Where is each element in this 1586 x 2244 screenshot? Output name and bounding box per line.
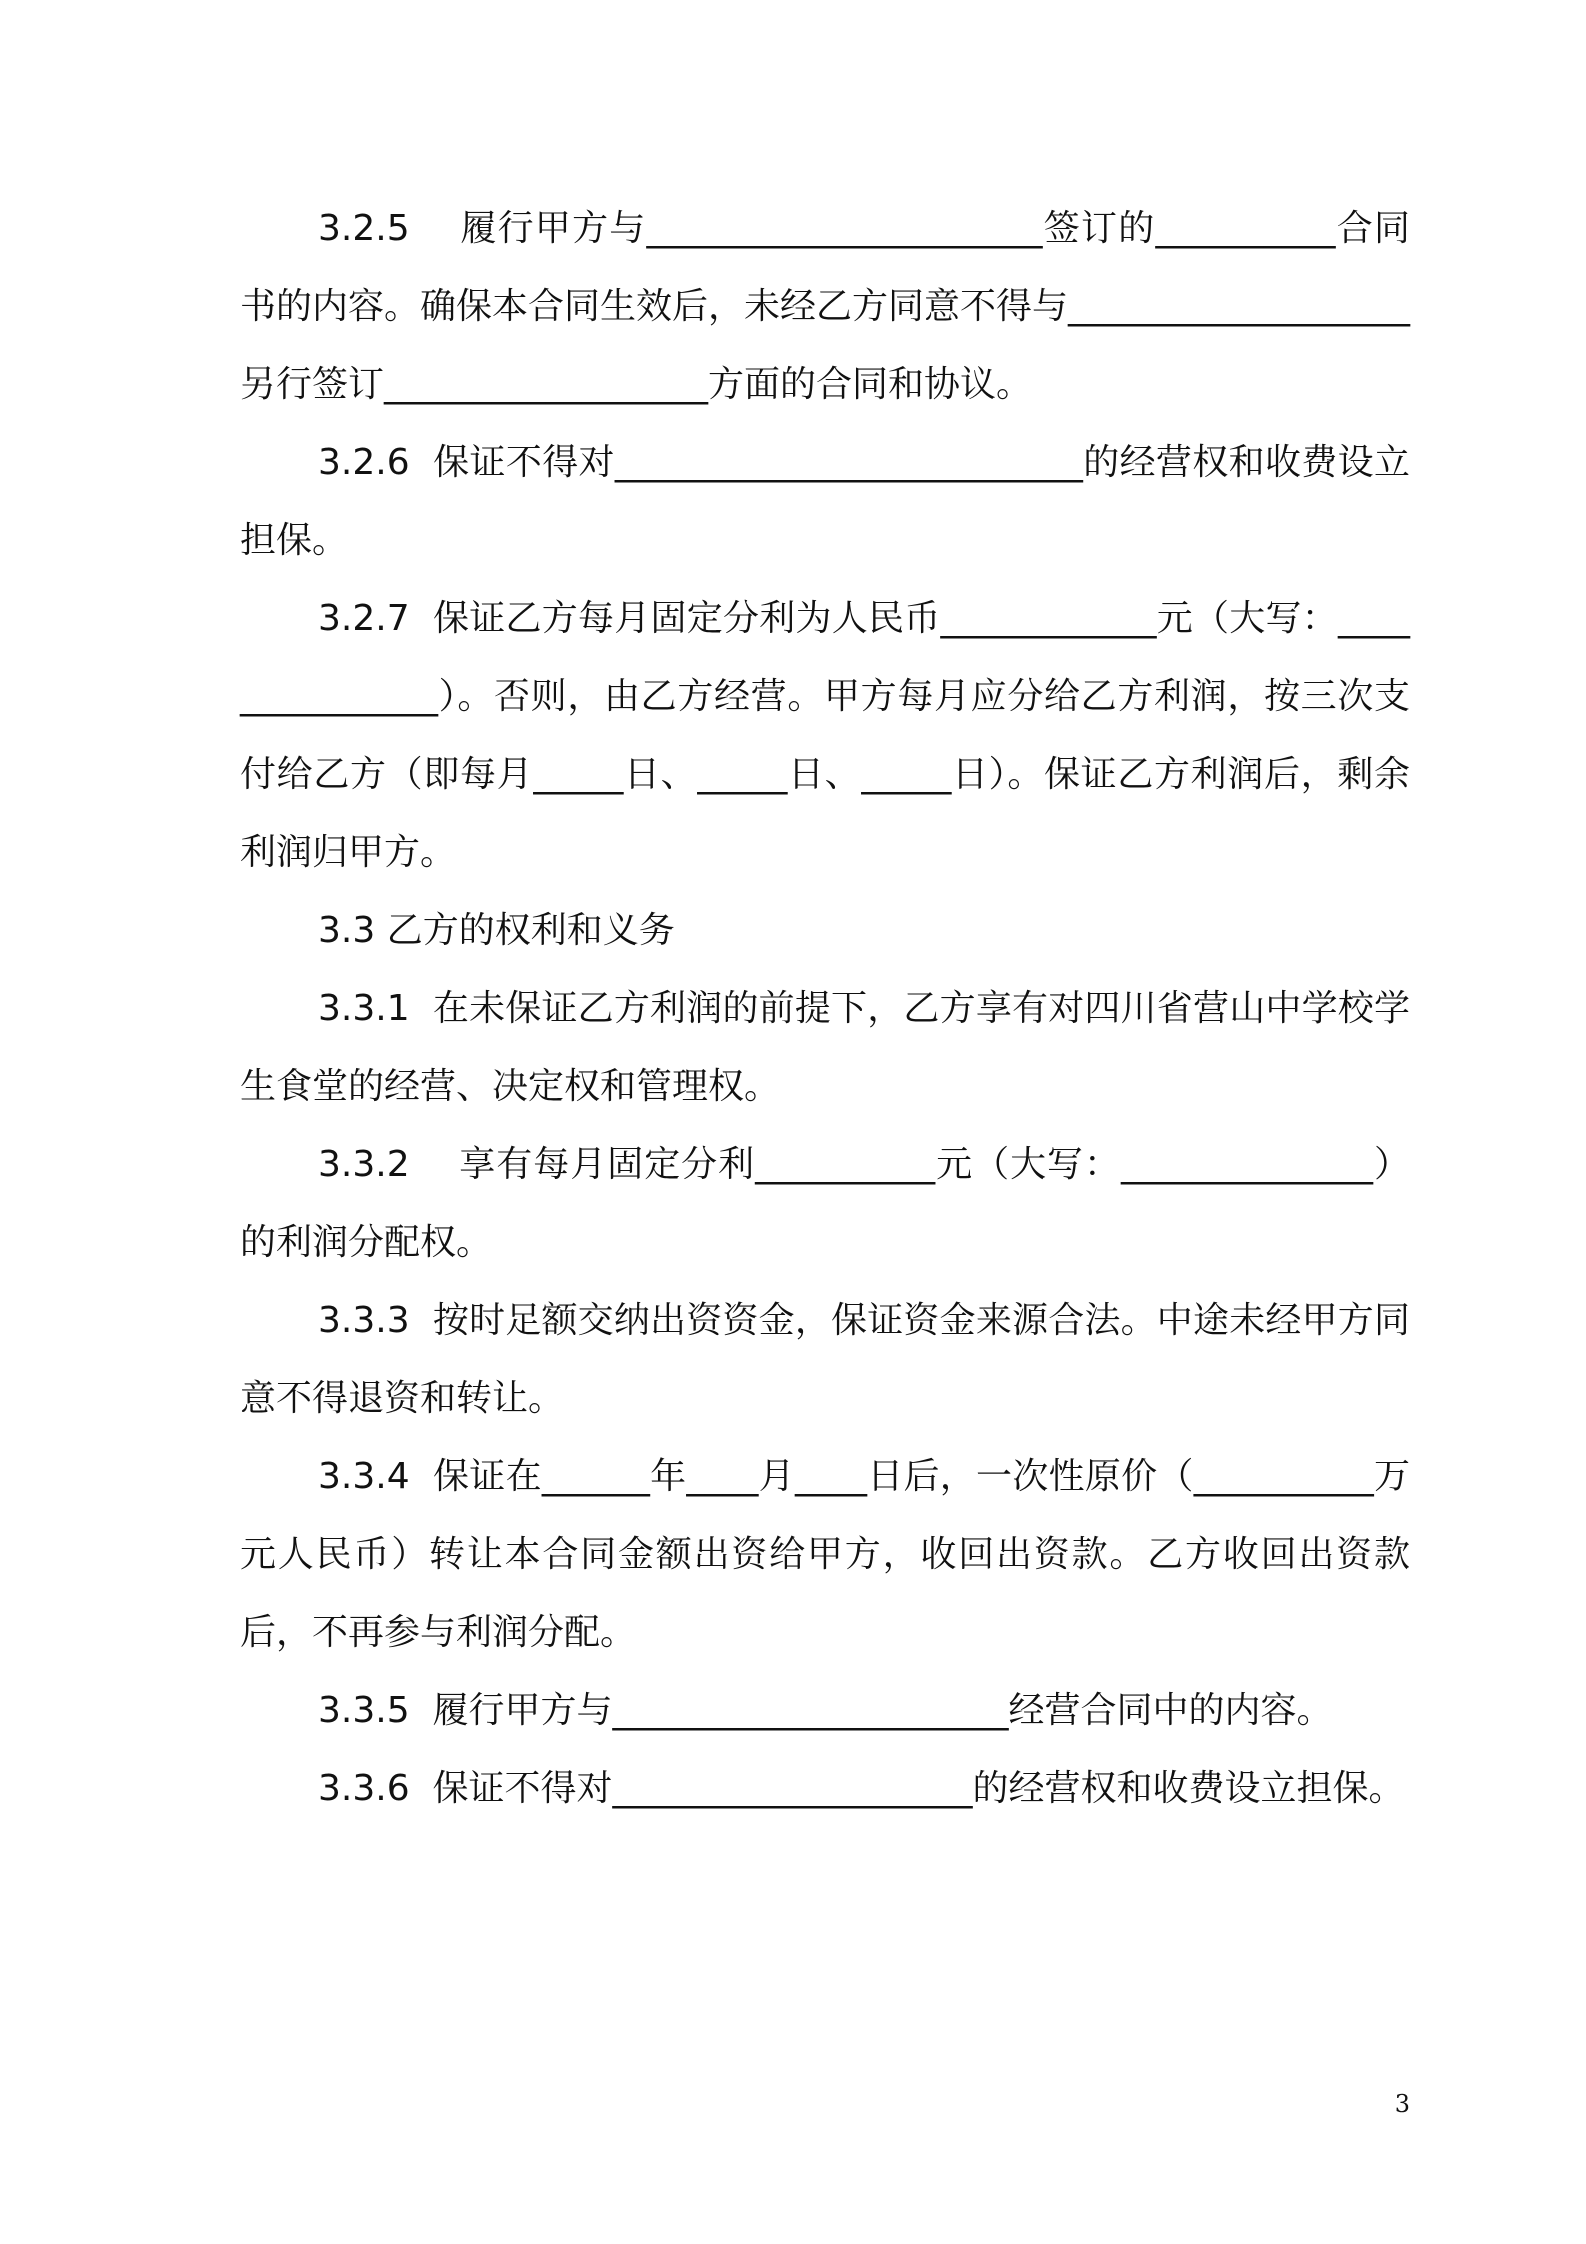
clause-3-3-2: 3.3.2 享有每月固定分利__________元（大写：______________）的利润分配权。	[240, 1144, 1410, 1263]
section-3-3-heading: 3.3 乙方的权利和义务	[318, 910, 675, 951]
clause-3-3-6: 3.3.6 保证不得对____________________的经营权和收费设立担保。	[318, 1768, 1405, 1809]
clause-3-2-6: 3.2.6 保证不得对__________________________的经营权和收费设立担保。	[240, 442, 1410, 561]
clause-3-2-5: 3.2.5 履行甲方与______________________签订的__________合同书的内容。确保本合同生效后，未经乙方同意不得与___________________另行签订__________________方面的合同和协议。	[240, 208, 1411, 405]
page-number: 3	[1394, 2090, 1410, 2118]
clause-3-3-4: 3.3.4 保证在______年____月____日后，一次性原价（__________万元人民币）转让本合同金额出资给甲方，收回出资款。乙方收回出资款后，不再参与利润分配。	[240, 1456, 1410, 1653]
clause-3-3-1: 3.3.1 在未保证乙方利润的前提下，乙方享有对四川省营山中学校学生食堂的经营、决定权和管理权。	[240, 988, 1410, 1107]
clause-3-2-7: 3.2.7 保证乙方每月固定分利为人民币____________元（大写：_______________）。否则，由乙方经营。甲方每月应分给乙方利润，按三次支付给乙方（即每月_____日、_____日、_____日）。保证乙方利润后，剩余利润归甲方。	[240, 598, 1410, 873]
contract-body	[240, 190, 1410, 1828]
clause-3-3-3: 3.3.3 按时足额交纳出资资金，保证资金来源合法。中途未经甲方同意不得退资和转让。	[240, 1300, 1410, 1419]
clause-3-3-5: 3.3.5 履行甲方与______________________经营合同中的内容。	[318, 1690, 1333, 1731]
